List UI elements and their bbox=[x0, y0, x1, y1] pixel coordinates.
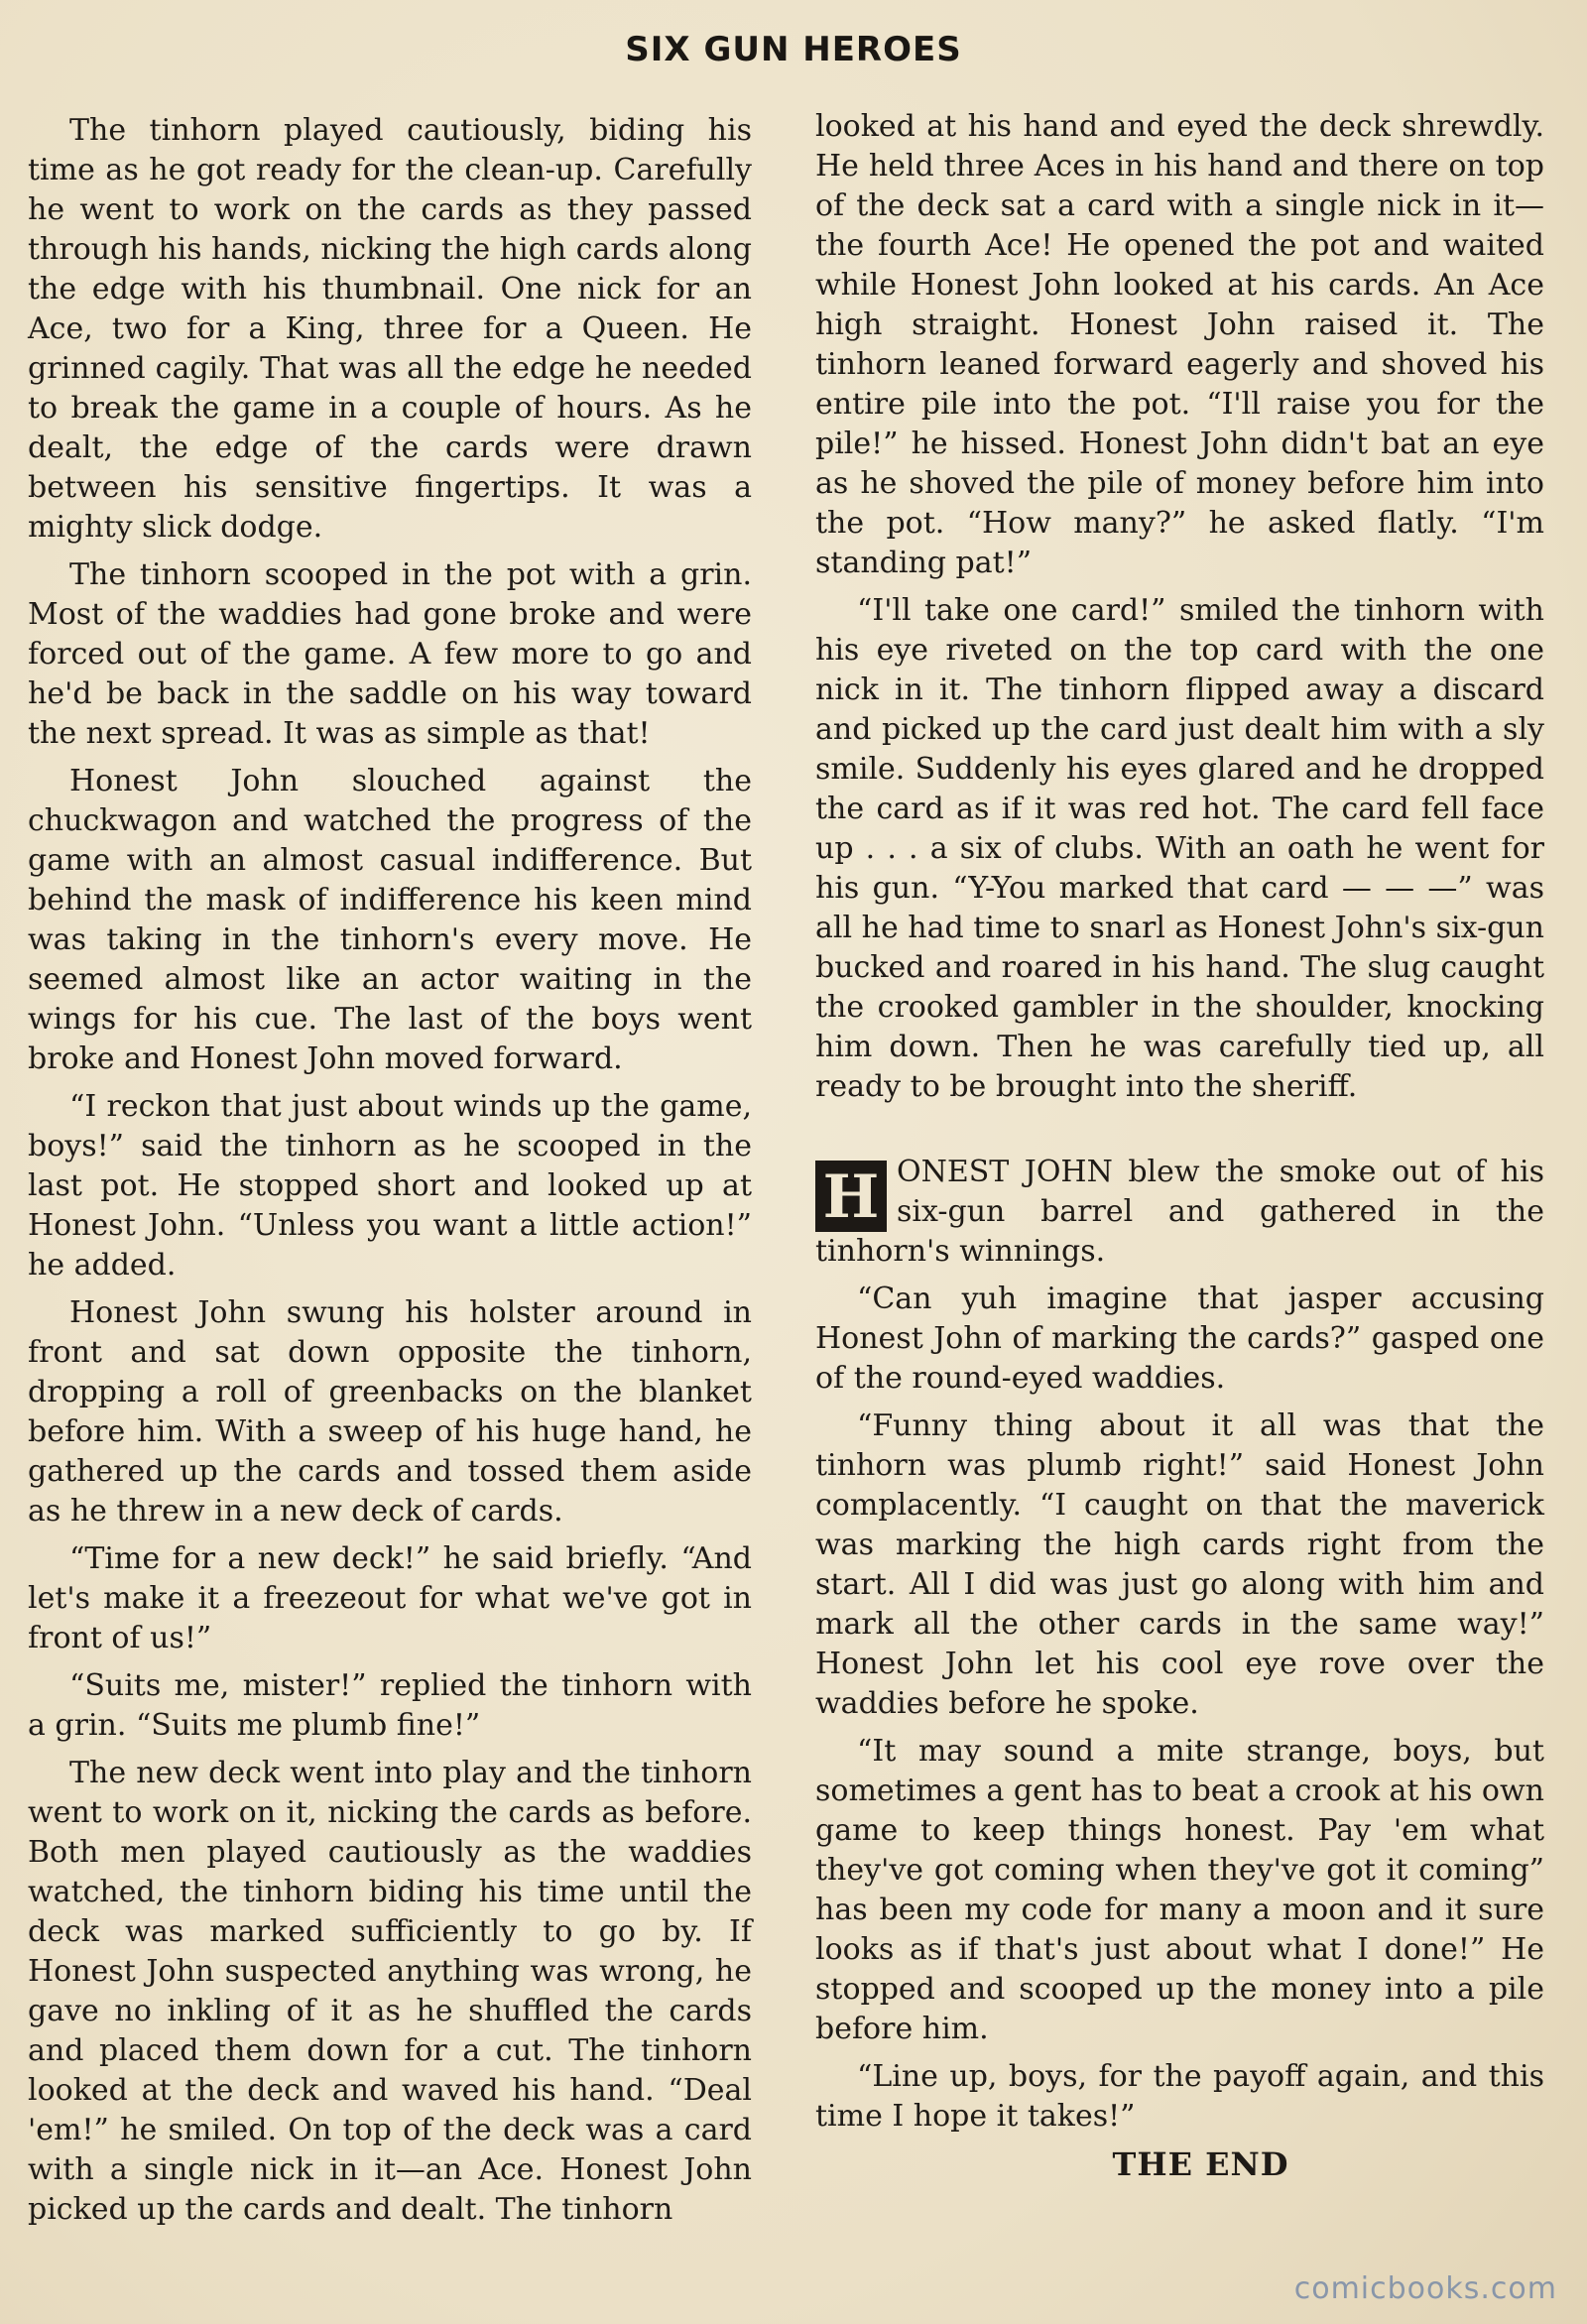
left-text-column bbox=[28, 111, 752, 2238]
paragraph: “I'll take one card!” smiled the tinhorn with his eye riveted on the top card with the one nick in it. The tinhorn flipped away a discard and picked up the card just dealt him with a sly smile. Suddenly his eyes glared and he dropped the card as if it was red hot. The card fell face up . . . a six of clubs. With an oath he went for his gun. “Y-You marked that card — — —” was all he had time to snarl as Honest John's six-gun bucked and roared in his hand. The slug caught the crooked gambler in the shoulder, knocking him down. Then he was carefully tied up, all ready to be brought into the sheriff. bbox=[815, 593, 1544, 1104]
paragraph: “I reckon that just about winds up the game, boys!” said the tinhorn as he scooped in the last pot. He stopped short and looked up at Honest John. “Unless you want a little action!” he added. bbox=[28, 1089, 752, 1283]
paragraph: “Line up, boys, for the payoff again, and this time I hope it takes!” bbox=[815, 2059, 1544, 2134]
right-text-column bbox=[815, 107, 1544, 2192]
paragraph: Honest John slouched against the chuckwagon and watched the progress of the game with an almost casual indifference. But behind the mask of indifference his keen mind was taking in the tinhorn's every move. He seemed almost like an actor waiting in the wings for his cue. The last of the boys went broke and Honest John moved forward. bbox=[28, 764, 752, 1076]
paragraph: “Suits me, mister!” replied the tinhorn with a grin. “Suits me plumb fine!” bbox=[28, 1668, 752, 1743]
paragraph: “Time for a new deck!” he said briefly. “And let's make it a freezeout for what we've got in front of us!” bbox=[28, 1541, 752, 1655]
the-end-label: THE END bbox=[1112, 2145, 1289, 2183]
drop-cap: H bbox=[815, 1161, 887, 1232]
paragraph-continued: looked at his hand and eyed the deck shrewdly. He held three Aces in his hand and there on top of the deck sat a card with a single nick in it—the fourth Ace! He opened the pot and waited while Honest John looked at his cards. An Ace high straight. Honest John raised it. The tinhorn leaned forward eagerly and shoved his entire pile into the pot. “I'll raise you for the pile!” he hissed. Honest John didn't bat an eye as he shoved the pile of money before him into the pot. “How many?” he asked flatly. “I'm standing pat!” bbox=[815, 109, 1544, 580]
paragraph: The tinhorn scooped in the pot with a grin. Most of the waddies had gone broke and were forced out of the game. A few more to go and he'd be back in the saddle on his way toward the next spread. It was as simple as that! bbox=[28, 557, 752, 751]
paragraph: “Can yuh imagine that jasper accusing Honest John of marking the cards?” gasped one of the round-eyed waddies. bbox=[815, 1282, 1544, 1396]
paragraph: “It may sound a mite strange, boys, but sometimes a gent has to beat a crook at his own game to keep things honest. Pay 'em what they've got coming when they've got it coming” has been my code for many a moon and it sure looks as if that's just about what I done!” He stopped and scooped up the money into a pile before him. bbox=[815, 1734, 1544, 2046]
paragraph: The tinhorn played cautiously, biding his time as he got ready for the clean-up. Carefully he went to work on the cards as they passed through his hands, nicking the high cards along the edge with his thumbnail. One nick for an Ace, two for a King, three for a Queen. He grinned cagily. That was all the edge he needed to break the game in a couple of hours. As he dealt, the edge of the cards were drawn between his sensitive fingertips. It was a mighty slick dodge. bbox=[28, 113, 752, 545]
page-title: SIX GUN HEROES bbox=[625, 30, 962, 69]
section-lead-paragraph bbox=[815, 1153, 1544, 1272]
paragraph: Honest John swung his holster around in front and sat down opposite the tinhorn, dropping a roll of greenbacks on the blanket before him. With a sweep of his huge hand, he gathered up the cards and tossed them aside as he threw in a new deck of cards. bbox=[28, 1295, 752, 1529]
paragraph: “Funny thing about it all was that the tinhorn was plumb right!” said Honest John complacently. “I caught on that the maverick was marking the high cards right from the start. All I did was just go along with him and mark all the other cards in the same way!” Honest John let his cool eye rove over the waddies before he spoke. bbox=[815, 1408, 1544, 1721]
section-lead-text: ONEST JOHN blew the smoke out of his six-gun barrel and gathered in the tinhorn's winnings. bbox=[815, 1155, 1544, 1269]
watermark: comicbooks.com bbox=[1293, 2271, 1557, 2306]
paragraph: The new deck went into play and the tinhorn went to work on it, nicking the cards as before. Both men played cautiously as the waddies watched, the tinhorn biding his time until the deck was marked sufficiently to go by. If Honest John suspected anything was wrong, he gave no inkling of it as he shuffled the cards and placed them down for a cut. The tinhorn looked at the deck and waved his hand. “Deal 'em!” he smiled. On top of the deck was a card with a single nick in it—an Ace. Honest John picked up the cards and dealt. The tinhorn bbox=[28, 1756, 752, 2227]
